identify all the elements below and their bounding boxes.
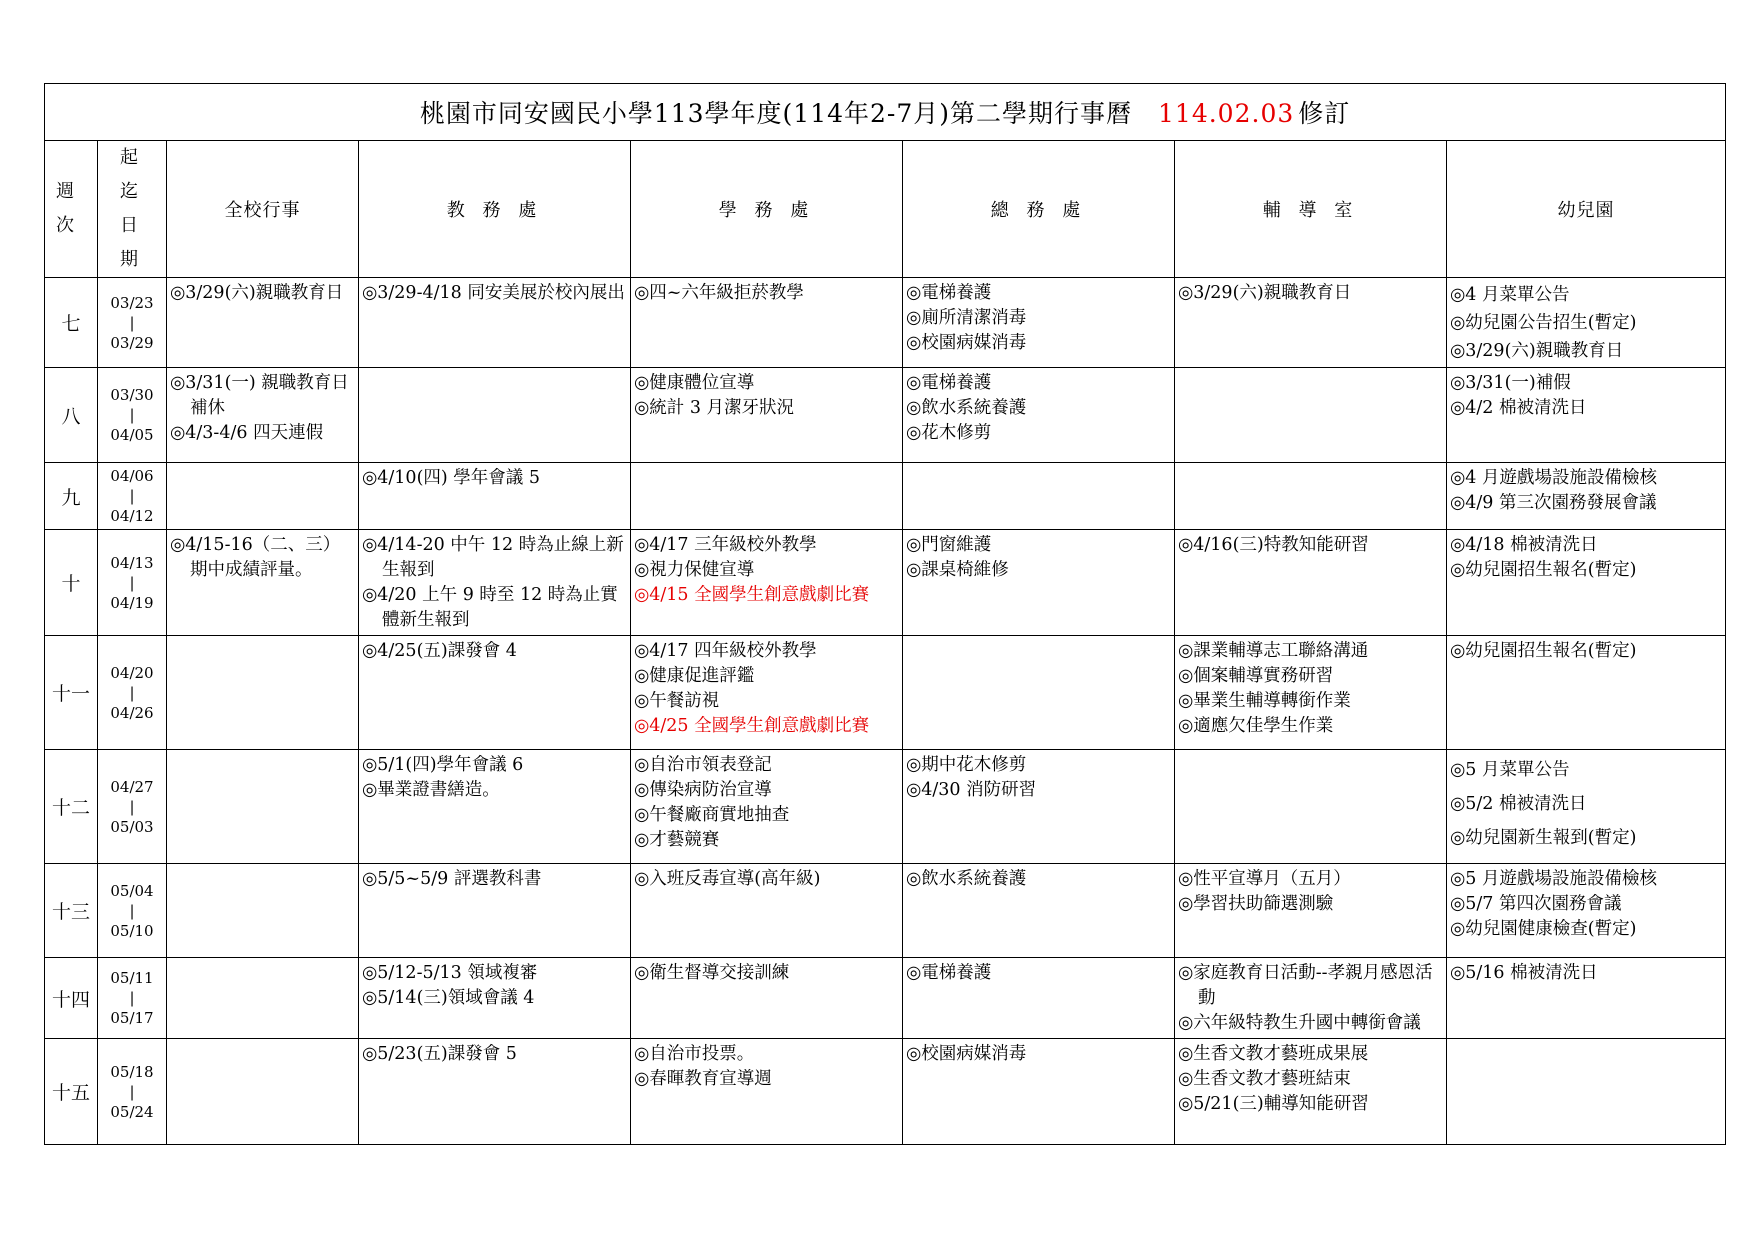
cell-student-affairs [631, 958, 903, 1039]
event-item: ◎4/15-16（二、三）期中成績評量。 [170, 535, 341, 580]
date-range [98, 958, 167, 1039]
week-number: 十一 [45, 636, 98, 750]
event-item: ◎畢業證書繕造。 [362, 780, 500, 800]
event-item: ◎5/23(五)課發會 5 [362, 1044, 517, 1064]
date-sep: | [129, 797, 135, 816]
date-end: 05/24 [110, 1102, 154, 1121]
event-item: ◎4/30 消防研習 [906, 780, 1037, 800]
calendar-body [45, 278, 1726, 1145]
cell-counseling-office [1175, 278, 1447, 368]
event-item: ◎3/29(六)親職教育日 [1178, 283, 1352, 303]
header-counseling-office: 輔 導 室 [1175, 141, 1447, 278]
cell-counseling-office [1175, 636, 1447, 750]
date-start: 05/18 [110, 1062, 154, 1081]
event-item-highlighted: ◎4/15 全國學生創意戲劇比賽 [634, 585, 870, 605]
header-week [45, 141, 98, 278]
cell-kindergarten [1447, 463, 1726, 530]
date-start: 05/11 [110, 969, 154, 987]
week-number: 十 [45, 530, 98, 636]
event-item: ◎個案輔導實務研習 [1178, 666, 1334, 686]
event-item: ◎幼兒園招生報名(暫定) [1450, 641, 1637, 661]
cell-student-affairs [631, 864, 903, 958]
cell-academic-affairs [359, 368, 631, 463]
date-range [98, 636, 167, 750]
event-item: ◎5/21(三)輔導知能研習 [1178, 1094, 1369, 1114]
title-revision-label: 修訂 [1298, 99, 1351, 128]
date-sep: | [129, 1082, 135, 1101]
cell-school-events [167, 278, 359, 368]
date-end: 05/17 [110, 1009, 154, 1027]
date-range [98, 278, 167, 368]
date-range [98, 368, 167, 463]
event-item: ◎健康體位宣導 [634, 373, 755, 393]
cell-school-events [167, 750, 359, 864]
cell-school-events [167, 864, 359, 958]
cell-academic-affairs [359, 958, 631, 1039]
event-item: ◎入班反毒宣導(高年級) [634, 869, 821, 889]
header-dates-line1: 起 迄 [120, 147, 148, 202]
event-item: ◎電梯養護 [906, 963, 992, 983]
event-item: ◎3/31(一) 親職教育日補休 [170, 373, 349, 418]
event-item: ◎4/14-20 中午 12 時為止線上新生報到 [362, 535, 624, 580]
cell-school-events [167, 1039, 359, 1145]
calendar-table [44, 83, 1726, 1145]
cell-kindergarten [1447, 368, 1726, 463]
event-item: ◎4/17 三年級校外教學 [634, 535, 817, 555]
date-sep: | [129, 406, 135, 424]
event-item: ◎4/3-4/6 四天連假 [170, 423, 324, 443]
cell-academic-affairs [359, 750, 631, 864]
cell-general-affairs [903, 1039, 1175, 1145]
event-item: ◎校園病媒消毒 [906, 333, 1027, 353]
week-row [45, 368, 1726, 463]
event-item: ◎自治市投票。 [634, 1044, 755, 1064]
event-item: ◎電梯養護 [906, 373, 992, 393]
date-sep: | [129, 989, 135, 1007]
event-item: ◎3/29(六)親職教育日 [1450, 341, 1624, 361]
date-sep: | [129, 487, 135, 505]
event-item: ◎飲水系統養護 [906, 869, 1027, 889]
date-sep: | [129, 573, 135, 592]
date-range [98, 750, 167, 864]
week-number: 十四 [45, 958, 98, 1039]
cell-academic-affairs [359, 636, 631, 750]
event-item: ◎5/16 棉被清洗日 [1450, 963, 1598, 983]
week-row [45, 463, 1726, 530]
event-item: ◎生香文教才藝班結束 [1178, 1069, 1351, 1089]
event-item: ◎四~六年級拒菸教學 [634, 283, 804, 303]
date-end: 04/05 [110, 426, 154, 444]
event-item: ◎花木修剪 [906, 423, 992, 443]
event-item: ◎4/2 棉被清洗日 [1450, 398, 1587, 418]
cell-student-affairs [631, 750, 903, 864]
event-item: ◎4/25(五)課發會 4 [362, 641, 517, 661]
event-item: ◎健康促進評鑑 [634, 666, 755, 686]
event-item: ◎期中花木修剪 [906, 755, 1027, 775]
header-row [45, 141, 1726, 278]
week-row [45, 750, 1726, 864]
week-row [45, 530, 1726, 636]
week-number: 十五 [45, 1039, 98, 1145]
date-end: 04/19 [110, 593, 154, 612]
event-item: ◎性平宣導月（五月） [1178, 869, 1351, 889]
event-item: ◎5/2 棉被清洗日 [1450, 794, 1587, 814]
cell-student-affairs [631, 530, 903, 636]
week-number: 七 [45, 278, 98, 368]
event-item: ◎飲水系統養護 [906, 398, 1027, 418]
date-sep: | [129, 683, 135, 702]
cell-general-affairs [903, 368, 1175, 463]
event-item: ◎校園病媒消毒 [906, 1044, 1027, 1064]
header-kindergarten: 幼兒園 [1447, 141, 1726, 278]
cell-counseling-office [1175, 463, 1447, 530]
cell-counseling-office [1175, 530, 1447, 636]
header-academic-affairs: 教 務 處 [359, 141, 631, 278]
cell-academic-affairs [359, 864, 631, 958]
week-row [45, 636, 1726, 750]
event-item: ◎5/12-5/13 領域複審 [362, 963, 538, 983]
week-row [45, 958, 1726, 1039]
week-row [45, 1039, 1726, 1145]
event-item: ◎廁所清潔消毒 [906, 308, 1027, 328]
event-item: ◎電梯養護 [906, 283, 992, 303]
header-school-events: 全校行事 [167, 141, 359, 278]
title-revision-date: 114.02.03 [1158, 99, 1295, 128]
event-item: ◎傳染病防治宣導 [634, 780, 772, 800]
event-item: ◎5/5~5/9 評選教科書 [362, 869, 542, 889]
event-item: ◎4/16(三)特教知能研習 [1178, 535, 1369, 555]
event-item: ◎3/29(六)親職教育日 [170, 283, 344, 303]
event-item: ◎幼兒園招生報名(暫定) [1450, 560, 1637, 580]
cell-counseling-office [1175, 750, 1447, 864]
cell-academic-affairs [359, 1039, 631, 1145]
header-week-line1: 週 [56, 181, 86, 202]
cell-counseling-office [1175, 1039, 1447, 1145]
date-end: 05/10 [110, 921, 154, 940]
date-sep: | [129, 313, 135, 332]
week-number: 十三 [45, 864, 98, 958]
event-item: ◎5 月菜單公告 [1450, 760, 1570, 780]
event-item: ◎生香文教才藝班成果展 [1178, 1044, 1369, 1064]
date-start: 04/27 [110, 777, 154, 796]
cell-academic-affairs [359, 278, 631, 368]
event-item: ◎幼兒園公告招生(暫定) [1450, 313, 1637, 333]
cell-school-events [167, 636, 359, 750]
cell-general-affairs [903, 864, 1175, 958]
date-range [98, 530, 167, 636]
date-start: 04/13 [110, 553, 154, 572]
cell-kindergarten [1447, 864, 1726, 958]
event-item: ◎家庭教育日活動--孝親月感恩活動 [1178, 963, 1433, 1008]
date-start: 03/23 [110, 293, 154, 312]
event-item: ◎3/31(一)補假 [1450, 373, 1571, 393]
date-start: 04/20 [110, 663, 154, 682]
cell-school-events [167, 463, 359, 530]
date-start: 04/06 [110, 467, 154, 485]
event-item: ◎畢業生輔導轉銜作業 [1178, 691, 1351, 711]
event-item: ◎4/10(四) 學年會議 5 [362, 468, 540, 488]
cell-general-affairs [903, 278, 1175, 368]
week-row [45, 864, 1726, 958]
cell-kindergarten [1447, 636, 1726, 750]
cell-academic-affairs [359, 530, 631, 636]
date-end: 04/26 [110, 703, 154, 722]
cell-general-affairs [903, 463, 1175, 530]
cell-student-affairs [631, 463, 903, 530]
date-range [98, 463, 167, 530]
cell-general-affairs [903, 636, 1175, 750]
event-item: ◎自治市領表登記 [634, 755, 772, 775]
cell-student-affairs [631, 636, 903, 750]
date-range [98, 1039, 167, 1145]
event-item: ◎統計 3 月潔牙狀況 [634, 398, 795, 418]
date-end: 04/12 [110, 507, 154, 525]
event-item: ◎幼兒園新生報到(暫定) [1450, 828, 1637, 848]
cell-kindergarten [1447, 1039, 1726, 1145]
cell-school-events [167, 958, 359, 1039]
event-item: ◎5/7 第四次園務會議 [1450, 894, 1622, 914]
event-item: ◎5 月遊戲場設施設備檢核 [1450, 869, 1657, 889]
event-item-highlighted: ◎4/25 全國學生創意戲劇比賽 [634, 716, 870, 736]
event-item: ◎門窗維護 [906, 535, 992, 555]
week-number: 八 [45, 368, 98, 463]
cell-academic-affairs [359, 463, 631, 530]
event-item: ◎5/1(四)學年會議 6 [362, 755, 524, 775]
cell-school-events [167, 368, 359, 463]
event-item: ◎才藝競賽 [634, 830, 720, 850]
cell-student-affairs [631, 278, 903, 368]
week-number: 十二 [45, 750, 98, 864]
header-week-line2: 次 [56, 215, 86, 236]
cell-kindergarten [1447, 278, 1726, 368]
title-main: 桃園市同安國民小學113學年度(114年2-7月)第二學期行事曆 [419, 99, 1133, 128]
cell-counseling-office [1175, 958, 1447, 1039]
cell-counseling-office [1175, 864, 1447, 958]
header-general-affairs: 總 務 處 [903, 141, 1175, 278]
event-item: ◎衛生督導交接訓練 [634, 963, 790, 983]
event-item: ◎4/9 第三次園務發展會議 [1450, 493, 1657, 513]
cell-general-affairs [903, 750, 1175, 864]
date-start: 05/04 [110, 881, 154, 900]
event-item: ◎3/29-4/18 同安美展於校內展出 [362, 283, 625, 303]
date-sep: | [129, 901, 135, 920]
cell-student-affairs [631, 1039, 903, 1145]
week-number: 九 [45, 463, 98, 530]
event-item: ◎春暉教育宣導週 [634, 1069, 772, 1089]
event-item: ◎幼兒園健康檢查(暫定) [1450, 919, 1637, 939]
cell-counseling-office [1175, 368, 1447, 463]
date-end: 03/29 [110, 333, 154, 352]
cell-kindergarten [1447, 958, 1726, 1039]
event-item: ◎午餐訪視 [634, 691, 720, 711]
date-range [98, 864, 167, 958]
cell-student-affairs [631, 368, 903, 463]
event-item: ◎六年級特教生升國中轉銜會議 [1178, 1013, 1421, 1033]
event-item: ◎課桌椅維修 [906, 560, 1009, 580]
header-student-affairs: 學 務 處 [631, 141, 903, 278]
event-item: ◎4/17 四年級校外教學 [634, 641, 817, 661]
event-item: ◎4 月菜單公告 [1450, 285, 1570, 305]
event-item: ◎4/20 上午 9 時至 12 時為止實體新生報到 [362, 585, 618, 630]
event-item: ◎學習扶助篩選測驗 [1178, 894, 1334, 914]
date-start: 03/30 [110, 386, 154, 404]
event-item: ◎視力保健宣導 [634, 560, 755, 580]
week-row [45, 278, 1726, 368]
event-item: ◎4/18 棉被清洗日 [1450, 535, 1598, 555]
event-item: ◎課業輔導志工聯絡溝通 [1178, 641, 1369, 661]
event-item: ◎5/14(三)領域會議 4 [362, 988, 535, 1008]
event-item: ◎適應欠佳學生作業 [1178, 716, 1334, 736]
cell-kindergarten [1447, 530, 1726, 636]
event-item: ◎4 月遊戲場設施設備檢核 [1450, 468, 1657, 488]
cell-general-affairs [903, 958, 1175, 1039]
event-item: ◎午餐廠商實地抽查 [634, 805, 790, 825]
cell-general-affairs [903, 530, 1175, 636]
date-end: 05/03 [110, 817, 154, 836]
cell-kindergarten [1447, 750, 1726, 864]
header-dates [98, 141, 167, 278]
header-dates-line2: 日 期 [120, 215, 148, 270]
cell-school-events [167, 530, 359, 636]
calendar-title [45, 84, 1726, 141]
